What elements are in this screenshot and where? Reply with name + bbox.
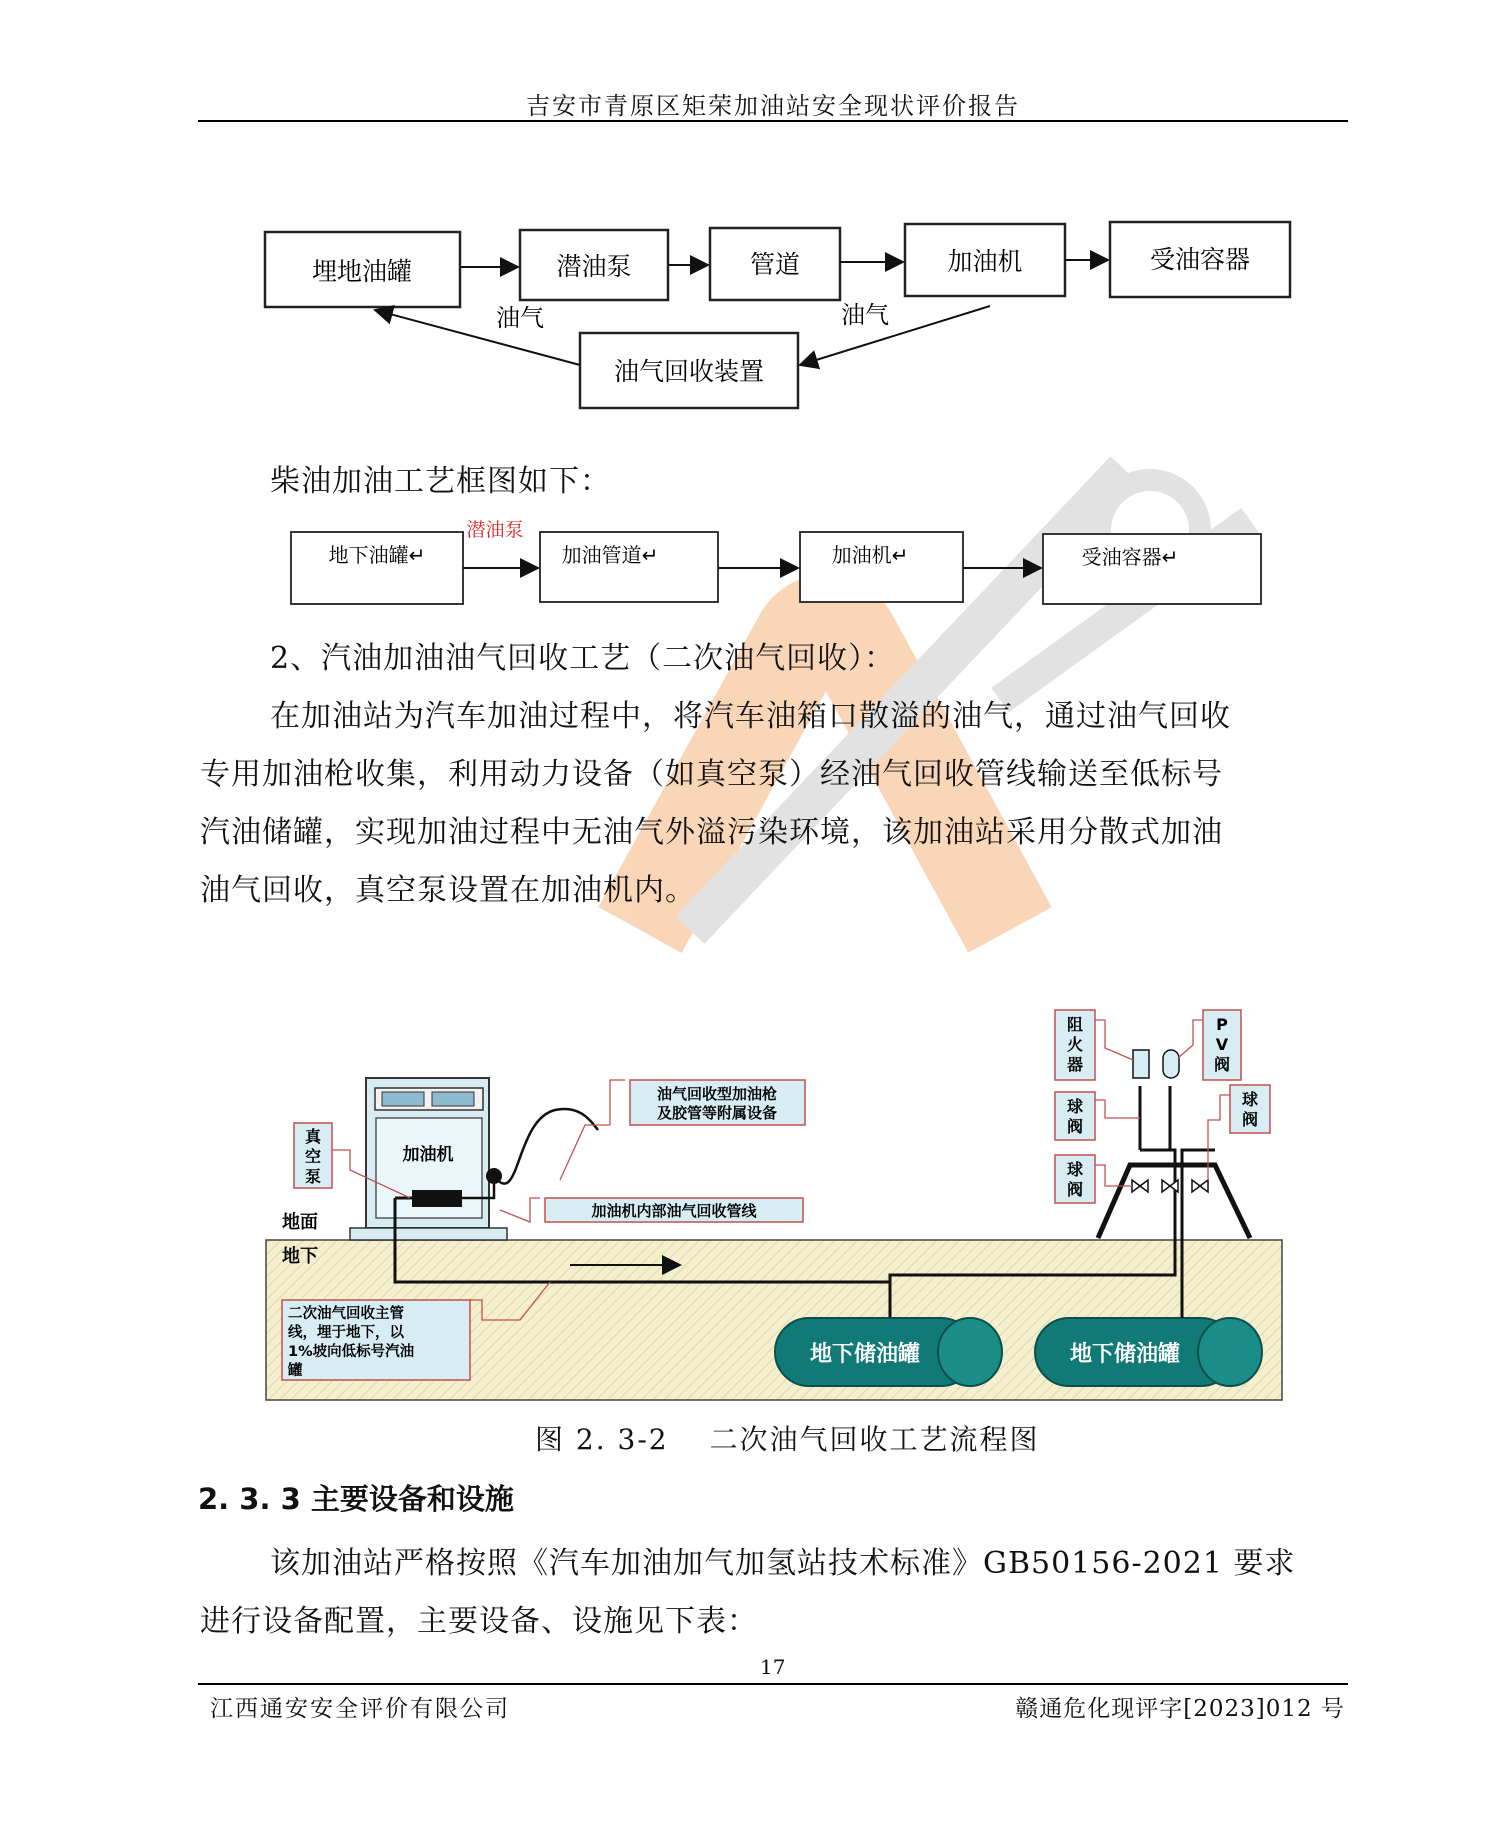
vapor-label-left: 油气 bbox=[496, 304, 544, 332]
flame-arrester-char1: 阻 bbox=[1066, 1015, 1084, 1034]
page-header-title: 吉安市青原区矩荣加油站安全现状评价报告 bbox=[526, 92, 1020, 120]
vapor-recovery-diagram bbox=[260, 1000, 1290, 1410]
main-line-label-2: 线，埋于地下，以 bbox=[288, 1325, 404, 1341]
ball-valve-1-char2: 阀 bbox=[1066, 1117, 1084, 1136]
pv-valve-char1: P bbox=[1216, 1015, 1228, 1034]
vacuum-pump-unit bbox=[412, 1190, 462, 1207]
ball-valve-symbols bbox=[1132, 1180, 1208, 1192]
vacuum-pump-label-char3: 泵 bbox=[304, 1167, 322, 1186]
tank-1-label: 地下储油罐 bbox=[809, 1342, 921, 1367]
dispenser-label: 加油机 bbox=[402, 1145, 454, 1165]
nozzle-label-line1: 油气回收型加油枪 bbox=[656, 1085, 778, 1103]
section2-para-line4: 油气回收，真空泵设置在加油机内。 bbox=[200, 873, 696, 908]
main-line-label-3: 1%坡向低标号汽油 bbox=[288, 1344, 415, 1360]
box-label-receiving-container: 受油容器 bbox=[1149, 245, 1251, 274]
section-heading: 2. 3. 3 主要设备和设施 bbox=[198, 1482, 514, 1516]
pv-valve-char3: 阀 bbox=[1213, 1055, 1231, 1074]
diesel-label-receiving-container: 受油容器↵ bbox=[1081, 545, 1179, 569]
dispenser-base bbox=[350, 1228, 507, 1240]
footer-document-number: 赣通危化现评字[2023]012 号 bbox=[1015, 1696, 1345, 1722]
underground-tank-1 bbox=[775, 1318, 1002, 1386]
ball-valve-2-char1: 球 bbox=[1066, 1160, 1084, 1179]
header-rule bbox=[198, 120, 1348, 122]
underground-tank-2 bbox=[1035, 1318, 1262, 1386]
ball-valve-1-char1: 球 bbox=[1066, 1097, 1084, 1116]
section3-para-line2: 进行设备配置，主要设备、设施见下表： bbox=[200, 1604, 758, 1639]
vacuum-pump-label-char1: 真 bbox=[304, 1127, 322, 1146]
diesel-pump-label: 潜油泵 bbox=[466, 520, 524, 541]
ball-valve-3-char1: 球 bbox=[1241, 1090, 1259, 1109]
flame-arrester-device bbox=[1133, 1050, 1149, 1078]
diesel-label-underground-tank: 地下油罐↵ bbox=[328, 543, 426, 567]
diesel-label-dispenser: 加油机↵ bbox=[831, 543, 909, 567]
pv-valve-device bbox=[1163, 1050, 1179, 1078]
main-line-label-1: 二次油气回收主管 bbox=[288, 1306, 404, 1322]
box-label-vapor-recovery: 油气回收装置 bbox=[613, 357, 765, 386]
underground-label: 地下 bbox=[282, 1246, 318, 1267]
flame-arrester-char3: 器 bbox=[1066, 1055, 1084, 1074]
ground-label: 地面 bbox=[282, 1212, 318, 1233]
box-label-pipeline: 管道 bbox=[749, 250, 801, 279]
gasoline-flow-diagram bbox=[255, 210, 1305, 420]
diesel-label-fuel-pipe: 加油管道↵ bbox=[561, 543, 659, 567]
section2-para-line1: 在加油站为汽车加油过程中，将汽车油箱口散溢的油气，通过油气回收 bbox=[270, 699, 1231, 734]
flame-arrester-char2: 火 bbox=[1066, 1035, 1084, 1054]
footer-company: 江西通安安全评价有限公司 bbox=[210, 1696, 510, 1722]
ball-valve-2-char2: 阀 bbox=[1066, 1180, 1084, 1199]
box-label-dispenser: 加油机 bbox=[947, 247, 1023, 276]
main-line-label-4: 罐 bbox=[288, 1363, 303, 1379]
section2-title: 2、汽油加油油气回收工艺（二次油气回收）： bbox=[270, 641, 896, 676]
section2-para-line2: 专用加油枪收集，利用动力设备（如真空泵）经油气回收管线输送至低标号 bbox=[200, 757, 1223, 792]
ball-valve-3-char2: 阀 bbox=[1241, 1110, 1259, 1129]
figure-caption: 图 2. 3-2 二次油气回收工艺流程图 bbox=[535, 1423, 1040, 1456]
page-number: 17 bbox=[760, 1655, 786, 1679]
footer-rule bbox=[198, 1683, 1348, 1685]
box-label-submersible-pump: 潜油泵 bbox=[556, 252, 632, 281]
internal-line-label: 加油机内部油气回收管线 bbox=[591, 1202, 757, 1220]
tank-2-label: 地下储油罐 bbox=[1069, 1342, 1181, 1367]
fuel-hose bbox=[494, 1109, 598, 1184]
diesel-flow-diagram bbox=[285, 520, 1275, 615]
vacuum-pump-label-char2: 空 bbox=[304, 1147, 322, 1166]
nozzle-label-line2: 及胶管等附属设备 bbox=[656, 1104, 778, 1122]
vapor-label-right: 油气 bbox=[841, 301, 889, 329]
pv-valve-char2: V bbox=[1215, 1035, 1229, 1054]
section3-para-line1: 该加油站严格按照《汽车加油加气加氢站技术标准》GB50156-2021 要求 bbox=[270, 1546, 1296, 1581]
box-label-underground-tank: 埋地油罐 bbox=[311, 257, 413, 286]
diesel-intro: 柴油加油工艺框图如下： bbox=[270, 464, 611, 499]
section2-para-line3: 汽油储罐，实现加油过程中无油气外溢污染环境，该加油站采用分散式加油 bbox=[200, 815, 1223, 850]
